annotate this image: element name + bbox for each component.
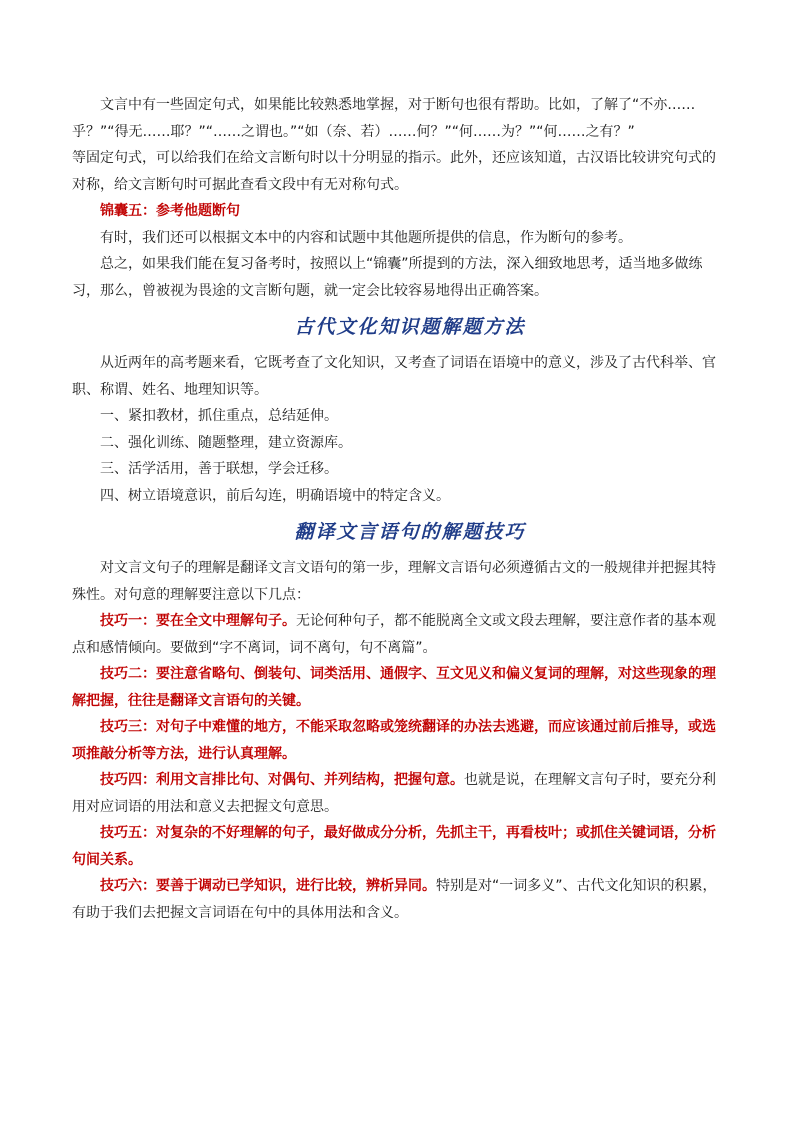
text-line: 习，那么，曾被视为畏途的文言断句题，就一定会比较容易地得出正确答案。 [72, 282, 548, 299]
tip-four-title: 技巧四：利用文言排比句、对偶句、并列结构，把握句意。 [100, 772, 464, 788]
text-line: 技巧五：对复杂的不好理解的句子，最好做成分分析，先抓主干，再看枝叶；或抓住关键词语，分析 [100, 825, 716, 841]
text-line: 句间关系。 [72, 851, 142, 868]
list-item: 一、紧扣教材，抓住重点，总结延伸。 [100, 408, 338, 424]
list-item: 三、活学活用，善于联想，学会迁移。 [100, 461, 338, 477]
tip-three [72, 714, 720, 767]
text-line: 等固定句式，可以给我们在给文言断句时以十分明显的指示。此外，还应该知道，古汉语比较讲究句式的 [72, 150, 716, 166]
text-line: 殊性。对句意的理解要注意以下几点： [72, 586, 310, 603]
paragraph-culture-intro [72, 350, 720, 403]
tip-six-text: 特别是对“一词多义”、古代文化知识的积累， [436, 878, 717, 894]
list-item: 四、树立语境意识，前后勾连，明确语境中的特定含义。 [100, 487, 450, 504]
tip-five [72, 820, 720, 873]
paragraph-reference [100, 225, 720, 252]
document-page [72, 0, 720, 926]
tip-one [72, 608, 720, 661]
text-line [100, 767, 720, 794]
tip-four-text: 也就是说，在理解文言句子时，要充分利 [464, 772, 716, 788]
paragraph-translation-intro [72, 555, 720, 608]
text-line: 用对应词语的用法和意义去把握文句意思。 [72, 798, 338, 815]
text-line: 从近两年的高考题来看，它既考查了文化知识，又考查了词语在语境中的意义，涉及了古代科举、官 [100, 355, 716, 371]
text-line: 技巧三：对句子中难懂的地方，不能采取忽略或笼统翻译的办法去逃避，而应该通过前后推导，或选 [100, 719, 716, 735]
text-line: 对文言文句子的理解是翻译文言文语句的第一步，理解文言语句必须遵循古文的一般规律并把握其特 [100, 560, 716, 576]
section-title-translation: 翻译文言语句的解题技巧 [294, 521, 526, 543]
text-line: 技巧二：要注意省略句、倒装句、词类活用、通假字、互文见义和偏义复词的理解，对这些现象的理 [100, 666, 716, 682]
tip-five-title: 锦囊五：参考他题断句 [100, 203, 240, 219]
tip-six [72, 873, 720, 926]
tip-one-title: 技巧一：要在全文中理解句子。 [100, 613, 296, 629]
paragraph-summary [72, 251, 720, 304]
text-line: 乎？”“得无……耶？”“……之谓也。”“如（奈、若）……何？”“何……为？”“何……之有？” [72, 123, 635, 140]
section-title-culture: 古代文化知识题解题方法 [294, 316, 526, 338]
text-line [100, 873, 720, 900]
text-line: 点和感情倾向。要做到“字不离词，词不离句，句不离篇”。 [72, 639, 437, 656]
text-line: 有助于我们去把握文言词语在句中的具体用法和含义。 [72, 904, 408, 921]
list-item: 二、强化训练、随题整理，建立资源库。 [100, 434, 352, 451]
paragraph-fixed-patterns [72, 92, 720, 198]
tip-one-text: 无论何种句子，都不能脱离全文或文段去理解，要注意作者的基本观 [296, 613, 716, 629]
tip-two [72, 661, 720, 714]
text-line: 对称，给文言断句时可据此查看文段中有无对称句式。 [72, 176, 408, 193]
text-line: 职、称谓、姓名、地理知识等。 [72, 381, 268, 398]
text-line: 项推敲分析等方法，进行认真理解。 [72, 745, 296, 762]
text-line: 总之，如果我们能在复习备考时，按照以上“锦囊”所提到的方法，深入细致地思考，适当地多做练 [100, 256, 703, 272]
text-line [100, 608, 720, 635]
tip-six-title: 技巧六：要善于调动已学知识，进行比较，辨析异同。 [100, 878, 436, 894]
tip-four [72, 767, 720, 820]
text-line: 解把握，往往是翻译文言语句的关键。 [72, 692, 310, 709]
text-line: 文言中有一些固定句式，如果能比较熟悉地掌握，对于断句也很有帮助。比如，了解了“不亦…… [100, 97, 696, 113]
text-line: 有时，我们还可以根据文本中的内容和试题中其他题所提供的信息，作为断句的参考。 [100, 229, 632, 246]
